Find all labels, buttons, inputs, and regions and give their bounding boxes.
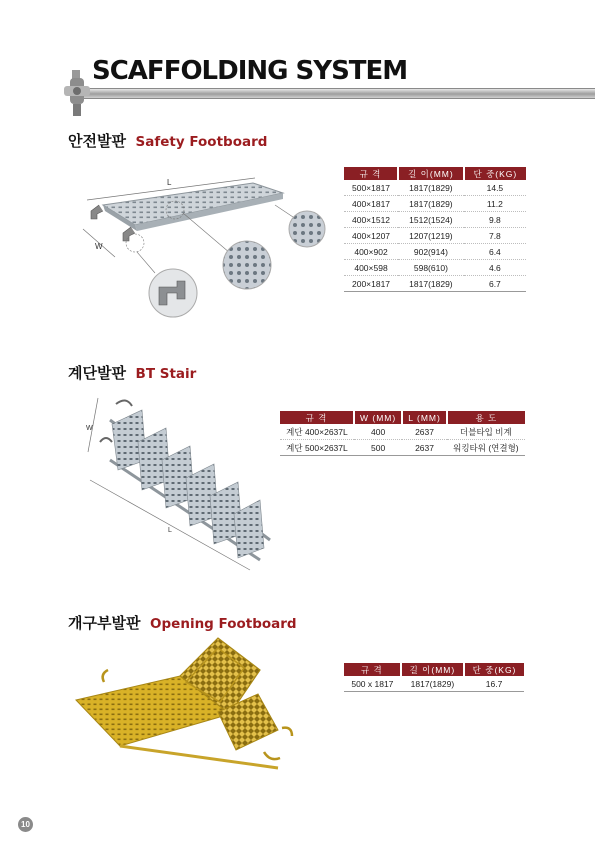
section-title-bt-stair [68,362,196,383]
table-cell: 1817(1829) [401,676,464,692]
bt-stair-spec-table [280,411,525,456]
table-cell: 400×1512 [344,212,398,228]
table-row [344,676,524,692]
section-title-ko: 안전발판 [68,132,126,150]
table-cell: 1817(1829) [398,276,464,292]
table-cell: 7.8 [464,228,526,244]
table-row [280,424,525,440]
table-header: 길 이(MM) [401,663,464,676]
table-cell: 200×1817 [344,276,398,292]
table-header: 규 격 [344,663,401,676]
page-title: SCAFFOLDING SYSTEM [92,56,408,86]
section-title-safety-footboard [68,130,267,151]
table-cell: 400 [354,424,402,440]
section-title-en: BT Stair [135,366,197,382]
table-row [344,212,526,228]
table-header: 용 도 [447,411,525,424]
section-title-opening-footboard [68,612,297,633]
table-header-row [344,167,526,180]
table-cell: 더블타입 비계 [447,424,525,440]
table-row [344,180,526,196]
bt-stair-image [80,390,280,575]
table-cell: 9.8 [464,212,526,228]
safety-footboard-spec-table [344,167,526,292]
table-header: 단 중(KG) [464,167,526,180]
dimension-label-w: W [95,242,103,251]
table-cell: 11.2 [464,196,526,212]
table-row [344,260,526,276]
table-cell: 4.6 [464,260,526,276]
table-cell: 14.5 [464,180,526,196]
table-row [344,196,526,212]
table-cell: 400×902 [344,244,398,260]
table-cell: 워킹타워 (연결형) [447,440,525,456]
table-cell: 902(914) [398,244,464,260]
table-cell: 1207(1219) [398,228,464,244]
table-cell: 500 x 1817 [344,676,401,692]
table-cell: 2637 [402,424,446,440]
dimension-label-w: W [86,425,93,432]
table-header: L (MM) [402,411,446,424]
opening-footboard-image [68,632,308,782]
table-cell: 400×1207 [344,228,398,244]
table-row [344,276,526,292]
table-cell: 500×1817 [344,180,398,196]
table-cell: 계단 500×2637L [280,440,354,456]
table-header: W (MM) [354,411,402,424]
table-row [344,244,526,260]
table-header: 규 격 [280,411,354,424]
table-header: 길 이(MM) [398,167,464,180]
header-rail [80,88,595,99]
table-row [280,440,525,456]
table-header: 규 격 [344,167,398,180]
table-header-row [344,663,524,676]
section-title-en: Opening Footboard [150,616,297,632]
table-cell: 1817(1829) [398,196,464,212]
table-header-row [280,411,525,424]
page-number: 10 [18,817,33,832]
dimension-label-l: L [167,178,172,187]
table-cell: 1817(1829) [398,180,464,196]
opening-footboard-spec-table [344,663,524,692]
safety-footboard-image [75,165,335,325]
table-header: 단 중(KG) [464,663,524,676]
table-cell: 6.7 [464,276,526,292]
table-cell: 계단 400×2637L [280,424,354,440]
table-cell: 1512(1524) [398,212,464,228]
section-title-en: Safety Footboard [135,134,268,150]
section-title-ko: 계단발판 [68,364,126,382]
table-row [344,228,526,244]
dimension-label-l: L [168,527,172,534]
table-cell: 16.7 [464,676,524,692]
section-title-ko: 개구부발판 [68,614,141,632]
table-cell: 400×1817 [344,196,398,212]
table-cell: 598(610) [398,260,464,276]
table-cell: 6.4 [464,244,526,260]
table-cell: 2637 [402,440,446,456]
table-cell: 400×598 [344,260,398,276]
table-cell: 500 [354,440,402,456]
